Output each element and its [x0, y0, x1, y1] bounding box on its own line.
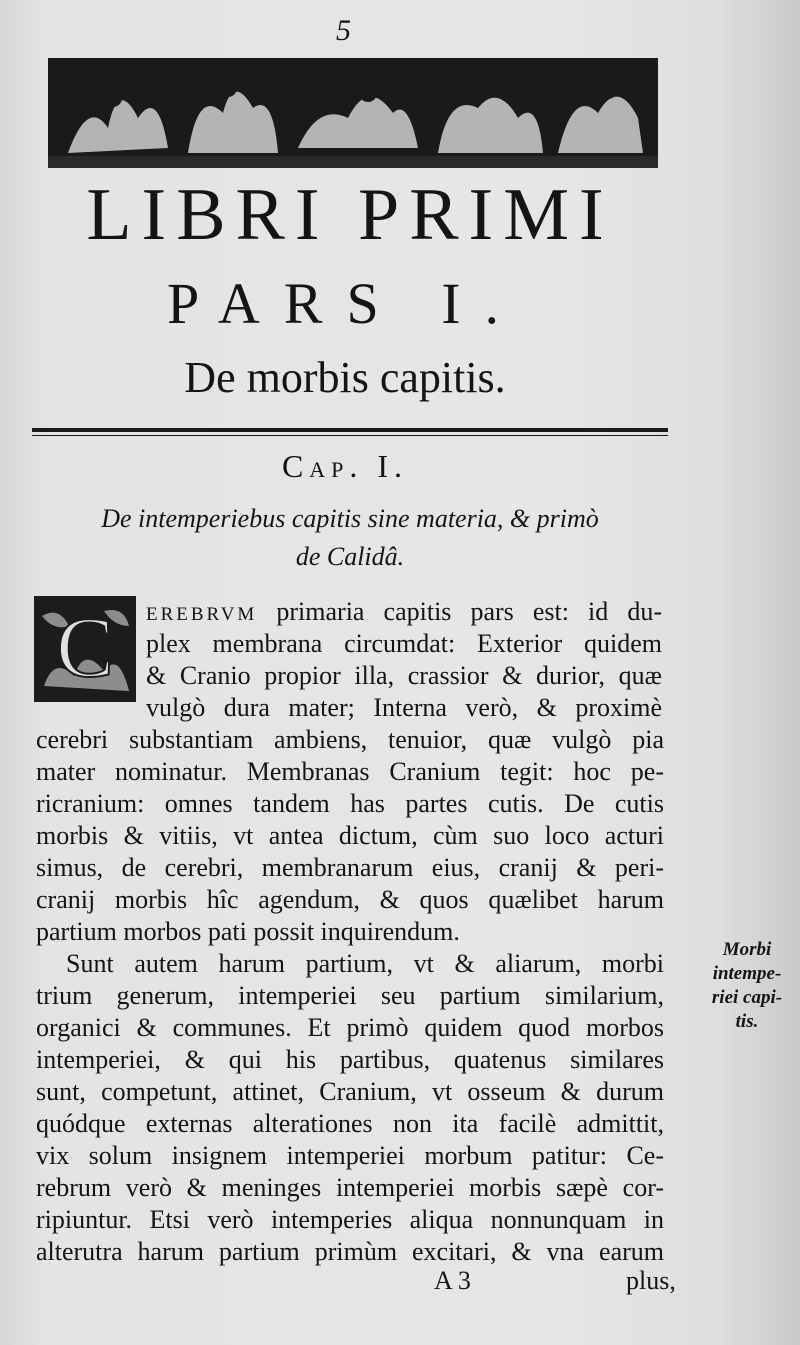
marginal-note-line: tis.: [735, 1011, 759, 1032]
marginal-note: [702, 938, 792, 1034]
text-line: trium generum, intemperiei seu partium similarium,: [36, 981, 664, 1010]
text-line: vulgò dura mater; Interna verò, & proximè: [146, 693, 662, 722]
woodcut-headpiece-ornament: [48, 58, 658, 168]
text-line: vix solum insignem intemperiei morbum patitur: Ce-: [36, 1141, 664, 1170]
page-number: 5: [336, 14, 351, 47]
chapter-title-line-1: De intemperiebus capitis sine materia, & primò: [101, 504, 599, 533]
text-line: organici & communes. Et primò quidem quod morbos: [36, 1013, 664, 1042]
text-line: plex membrana circumdat: Exterior quidem: [146, 629, 662, 658]
text-line: & Cranio propior illa, crassior & durior, quæ: [146, 661, 662, 690]
initial-word-smallcaps: EREBRVM: [146, 604, 258, 625]
text-line: EREBRVM primaria capitis pars est: id du-: [146, 597, 662, 626]
text-line: ripiuntur. Etsi verò intemperies aliqua nonnunquam in: [36, 1205, 664, 1234]
title-rule-thick: [32, 428, 668, 432]
initial-letter: C: [56, 599, 114, 695]
decorated-initial-c: [34, 596, 136, 702]
catchword: plus,: [626, 1266, 676, 1295]
text-line: partium morbos pati possit inquirendum.: [36, 917, 460, 946]
text-line: simus, de cerebri, membranarum eius, cranij & peri-: [36, 853, 664, 882]
text-line: cerebri substantiam ambiens, tenuior, quæ vulgò pia: [36, 725, 664, 754]
text-line: sunt, competunt, attinet, Cranium, vt osseum & durum: [36, 1077, 664, 1106]
part-title: PARS I.: [166, 271, 524, 336]
marginal-note-line: intempe-: [712, 963, 782, 984]
text-line: quódque externas alterationes non ita facilè admittit,: [36, 1109, 664, 1138]
chapter-heading: Cap. I.: [281, 448, 409, 484]
text-line: Sunt autem harum partium, vt & aliarum, morbi: [66, 949, 664, 978]
chapter-title: [40, 500, 660, 576]
text-line: intemperiei, & qui his partibus, quatenus similares: [36, 1045, 664, 1074]
chapter-title-line-2: de Calidâ.: [295, 542, 405, 571]
signature-mark: A 3: [434, 1266, 471, 1295]
title-rule-thin: [32, 435, 668, 436]
text-line: rebrum verò & meninges intemperiei morbis sæpè cor-: [36, 1173, 664, 1202]
text-line: alterutra harum partium primùm excitari, & vna earum: [36, 1237, 664, 1266]
book-title: LIBRI PRIMI: [86, 174, 614, 256]
marginal-note-line: riei capi-: [711, 987, 783, 1008]
text-line: cranij morbis hîc agendum, & quos quælibet harum: [36, 885, 664, 914]
text-line: morbis & vitiis, vt antea dictum, cùm suo loco acturi: [36, 821, 664, 850]
text-line: ricranium: omnes tandem has partes cutis. De cutis: [36, 789, 664, 818]
marginal-note-line: Morbi: [722, 939, 772, 960]
section-subtitle: De morbis capitis.: [184, 353, 506, 402]
text-line: mater nominatur. Membranas Cranium tegit: hoc pe-: [36, 757, 664, 786]
